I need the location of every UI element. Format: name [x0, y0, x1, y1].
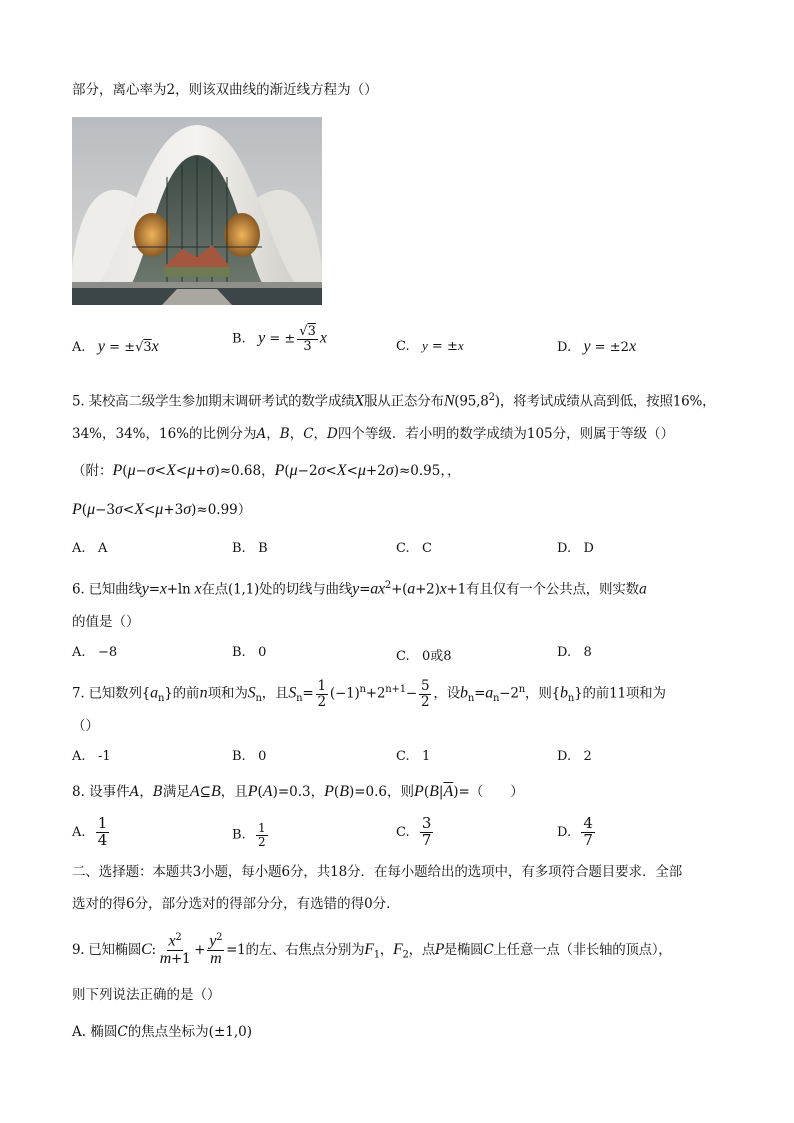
- q6-line1: 6. 已知曲线y=x+ln x在点(1,1)处的切线与曲线$y=ax^2+(a+2)x+1$有且仅有一个公共点，则实数a: [72, 580, 647, 598]
- q6-option-a[interactable]: A. −8: [72, 645, 118, 660]
- q5-option-d[interactable]: D. D: [557, 541, 594, 556]
- q7-option-b[interactable]: B. 0: [232, 749, 267, 764]
- q8-option-b[interactable]: B. $\frac{1}{2}$: [232, 821, 266, 849]
- q9-line1: 9. 已知椭圆C: $\frac{x^2}{m+1}$ + $\frac{y^2}{m}$ =1的左、右焦点分别为$F_1$，$F_2$，点P是椭圆C上任意一点（非长轴的顶点），: [72, 931, 672, 968]
- q4-option-d[interactable]: D. y = ±2x: [557, 338, 637, 355]
- q5-note2: P(μ−3σ<X<μ+3σ)≈0.99）: [72, 501, 252, 518]
- section2-line2: 选对的得6分，部分选对的得部分分，有选错的得0分．: [72, 896, 400, 912]
- q7-line2: （）: [72, 718, 99, 734]
- q5-note1: （附：P(μ−σ<X<μ+σ)≈0.68，P(μ−2σ<X<μ+2σ)≈0.95，，: [72, 462, 461, 479]
- q6-option-d[interactable]: D. 8: [557, 645, 592, 660]
- q4-option-c[interactable]: C. y = ±x: [396, 338, 464, 354]
- q5-line1: 5. 某校高二级学生参加期末调研考试的数学成绩X服从正态分布N(95,8$^2$)，将考试成绩从高到低，按照16%，: [72, 392, 716, 410]
- q7-option-d[interactable]: D. 2: [557, 749, 592, 764]
- q9-line2: 则下列说法正确的是（）: [72, 987, 221, 1003]
- q7-option-c[interactable]: C. 1: [396, 749, 431, 764]
- q4-stem: 部分，离心率为2，则该双曲线的渐近线方程为（）: [72, 82, 378, 98]
- q5-option-b[interactable]: B. B: [232, 541, 268, 556]
- q8-option-c[interactable]: C. $\frac{3}{7}$: [396, 814, 432, 849]
- q5-option-c[interactable]: C. C: [396, 541, 432, 556]
- q5-line2: 34%，34%，16%的比例分为A，B，C，D四个等级．若小明的数学成绩为105分，则属于等级（）: [72, 426, 675, 442]
- q5-option-a[interactable]: A. A: [72, 541, 108, 556]
- q8-option-d[interactable]: D. $\frac{4}{7}$: [557, 814, 593, 849]
- q8-line1: 8. 设事件A，B满足A⊆B，且P(A)=0.3，P(B)=0.6，则$P(B|\overline{A})=$（ ）: [72, 783, 524, 800]
- q4-option-b[interactable]: B. y = ± $\frac{√3}{3}$ x: [232, 324, 327, 354]
- q8-option-a[interactable]: A. $\frac{1}{4}$: [72, 814, 108, 849]
- q4-option-a[interactable]: A. y = ±√3x: [72, 338, 159, 355]
- section2-line1: 二、选择题：本题共3小题，每小题6分，共18分．在每小题给出的选项中，有多项符合题目要求．全部: [72, 864, 683, 880]
- q6-option-b[interactable]: B. 0: [232, 645, 267, 660]
- architecture-photo: [72, 117, 322, 305]
- q7-option-a[interactable]: A. -1: [72, 749, 111, 764]
- q6-option-c[interactable]: C. 0或8: [396, 649, 452, 664]
- q9-option-a[interactable]: A. 椭圆C的焦点坐标为(±1,0): [72, 1024, 253, 1040]
- q6-line2: 的值是（）: [72, 614, 140, 630]
- q7-line1: 7. 已知数列$\{a_n\}$的前n项和为$S_n$，且$S_n=$ $\frac{1}{2}$ $(-1)^n+2^{n+1}-$ $\frac{5}{2}$ ，设$b_n=a_n-2^n$，则$\{b_n\}$的前11项和为: [72, 678, 666, 710]
